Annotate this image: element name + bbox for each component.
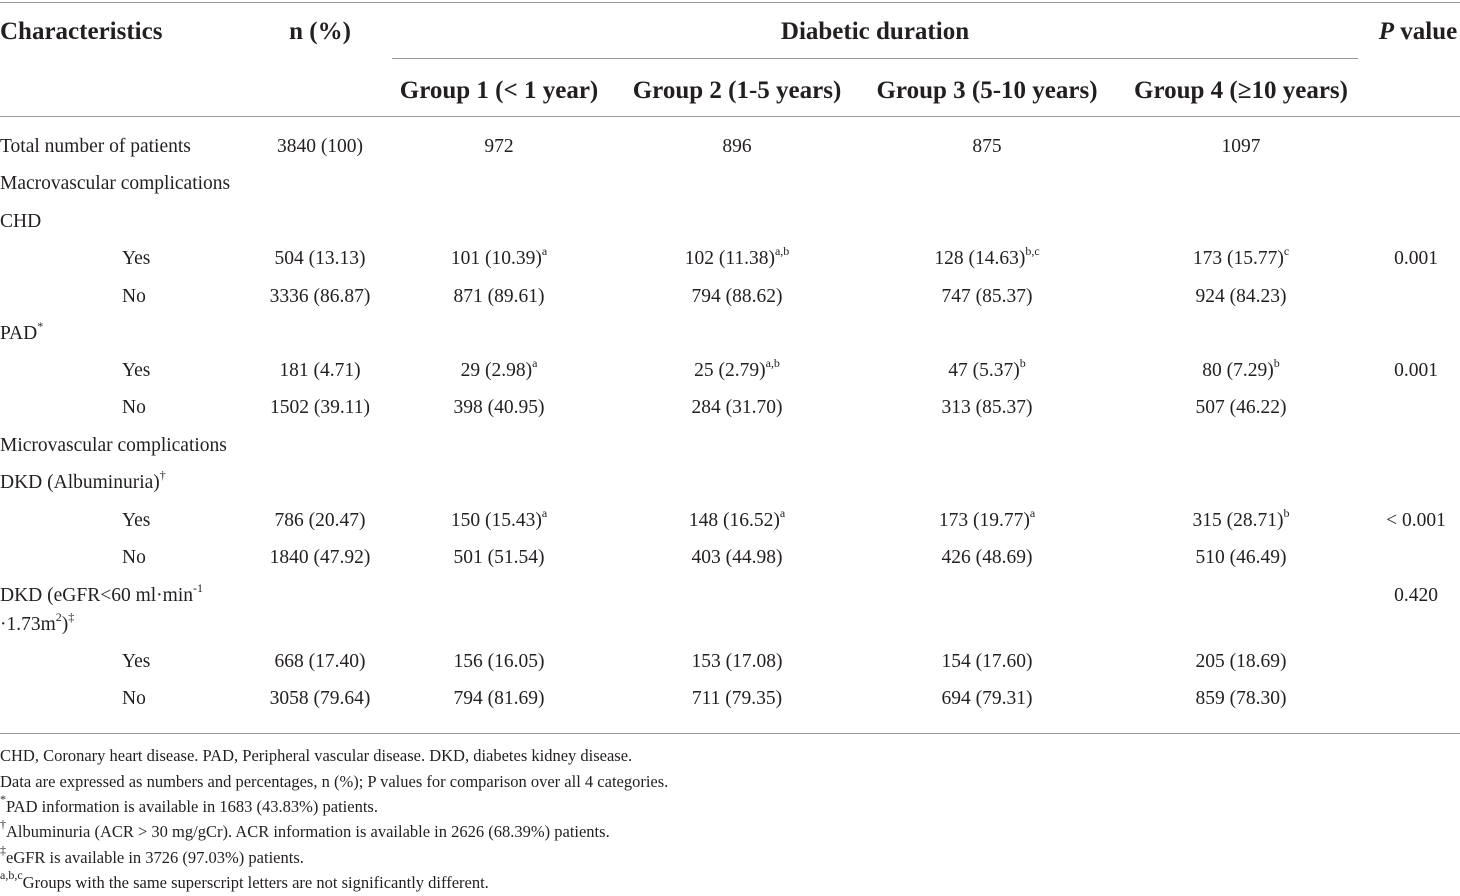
header-characteristics: Characteristics (0, 18, 163, 45)
cell-group-3: 128 $(14.63)^{b,c}$ (934, 244, 1040, 269)
cell-group-4: 510 (46.49) (1195, 547, 1287, 568)
cell-p-value: 0.001 (1394, 248, 1438, 269)
cell-n: 786 (20.47) (274, 510, 366, 531)
footnote-egfr: ‡eGFR is available in 3726 (97.03%) patients. (0, 843, 304, 867)
cell-group-1: 794 (81.69) (453, 688, 545, 709)
table-bottom-rule (0, 733, 1460, 734)
cell-n: 504 (13.13) (274, 248, 366, 269)
row-label: Total number of patients (0, 136, 191, 157)
footnote-albuminuria: †Albuminuria (ACR > 30 mg/gCr). ACR information is available in 2626 (68.39%) patients. (0, 817, 610, 841)
cell-p-value: 0.001 (1394, 360, 1438, 381)
cell-group-3: 313 (85.37) (941, 397, 1033, 418)
cell-group-2: 153 (17.08) (691, 651, 783, 672)
row-label-dkd-egfr: DKD (eGFR<60 $ml\cdot\min^{-1}$ (0, 581, 203, 606)
cell-group-1: 398 (40.95) (453, 397, 545, 418)
cell-n: 1502 (39.11) (269, 397, 371, 418)
cell-group-3: 47 $(5.37)^b$ (948, 356, 1026, 381)
cell-n: 181 (4.71) (279, 360, 361, 381)
cell-group-2: 403 (44.98) (691, 547, 783, 568)
row-label-no: No (122, 397, 146, 418)
section-label-macrovascular: Macrovascular complications (0, 173, 231, 194)
cell-group-1: 972 (484, 136, 514, 157)
cell-group-4: 315 $(28.71)^b$ (1192, 506, 1290, 531)
cell-group-1: 871 (89.61) (453, 286, 545, 307)
header-diabetic-duration: Diabetic duration (780, 18, 970, 45)
top-rule (0, 2, 1460, 3)
header-n-percent: n (%) (289, 18, 351, 45)
footnote-abbreviations: CHD, Coronary heart disease. PAD, Peripheral vascular disease. DKD, diabetes kidney disease. (0, 746, 633, 765)
row-label-dkd-egfr-cont: $\cdot 1.73m^2)^\ddagger$ (0, 610, 75, 635)
cell-group-3: 875 (972, 136, 1002, 157)
cell-group-3: 154 (17.60) (941, 651, 1033, 672)
cell-group-3: 173 $(19.77)^a$ (938, 506, 1036, 531)
header-group-4: Group 4 (≥10 years) (1134, 77, 1348, 104)
row-label-yes: Yes (122, 510, 151, 531)
row-label-yes: Yes (122, 360, 151, 381)
cell-group-3: 694 (79.31) (941, 688, 1033, 709)
cell-group-2: 148 $(16.52)^a$ (688, 506, 786, 531)
cell-group-4: 1097 (1221, 136, 1261, 157)
header-group-3: Group 3 (5-10 years) (876, 77, 1098, 104)
cell-group-4: 205 (18.69) (1195, 651, 1287, 672)
row-label-yes: Yes (122, 248, 151, 269)
footnote-superscripts: $^{a,b,c}$Groups with the same superscript letters are not significantly different. (0, 868, 489, 892)
cell-n: 3336 (86.87) (269, 286, 371, 307)
row-label-pad: PAD* (0, 319, 44, 344)
footnote-data-expression: Data are expressed as numbers and percentages, n (%); P values for comparison over all 4 categories. (0, 772, 669, 791)
cell-n: 1840 (47.92) (269, 547, 371, 568)
cell-group-1: 150 $(15.43)^a$ (450, 506, 548, 531)
cell-group-1: 501 (51.54) (453, 547, 545, 568)
cell-group-3: 747 (85.37) (941, 286, 1033, 307)
section-label-microvascular: Microvascular complications (0, 435, 227, 456)
cell-n: 3840 (100) (276, 136, 364, 157)
header-group-2: Group 2 (1-5 years) (632, 77, 842, 104)
row-label-yes: Yes (122, 651, 151, 672)
header-p-value: P value (1378, 18, 1458, 45)
footnote-pad: *PAD information is available in 1683 (43.83%) patients. (0, 792, 378, 816)
cell-group-2: 896 (722, 136, 752, 157)
cell-group-4: 924 (84.23) (1195, 286, 1287, 307)
row-label-no: No (122, 286, 146, 307)
header-group-1: Group 1 (< 1 year) (399, 77, 599, 104)
row-label-chd: CHD (0, 211, 42, 232)
cell-group-2: 102 $(11.38)^{a,b}$ (684, 244, 790, 269)
row-label-no: No (122, 547, 146, 568)
header-bottom-rule (0, 116, 1460, 117)
cell-group-1: 156 (16.05) (453, 651, 545, 672)
cell-group-2: 25 $(2.79)^{a,b}$ (694, 356, 780, 381)
cell-group-2: 284 (31.70) (691, 397, 783, 418)
row-label-no: No (122, 688, 146, 709)
cell-group-1: 29 $(2.98)^a$ (460, 356, 538, 381)
cell-p-value: < 0.001 (1386, 510, 1446, 531)
row-label-dkd-albuminuria: DKD (Albuminuria)† (0, 468, 166, 493)
cell-group-2: 711 (79.35) (691, 688, 783, 709)
cell-p-value: 0.420 (1394, 585, 1438, 606)
cell-group-1: 101 $(10.39)^a$ (450, 244, 548, 269)
cell-group-4: 173 $(15.77)^c$ (1192, 244, 1290, 269)
cell-group-4: 859 (78.30) (1195, 688, 1287, 709)
cell-group-2: 794 (88.62) (691, 286, 783, 307)
cell-n: 668 (17.40) (274, 651, 366, 672)
cell-group-4: 507 (46.22) (1195, 397, 1287, 418)
cell-group-3: 426 (48.69) (941, 547, 1033, 568)
group-span-rule (392, 58, 1358, 59)
cell-group-4: 80 $(7.29)^b$ (1202, 356, 1280, 381)
cell-n: 3058 (79.64) (269, 688, 371, 709)
